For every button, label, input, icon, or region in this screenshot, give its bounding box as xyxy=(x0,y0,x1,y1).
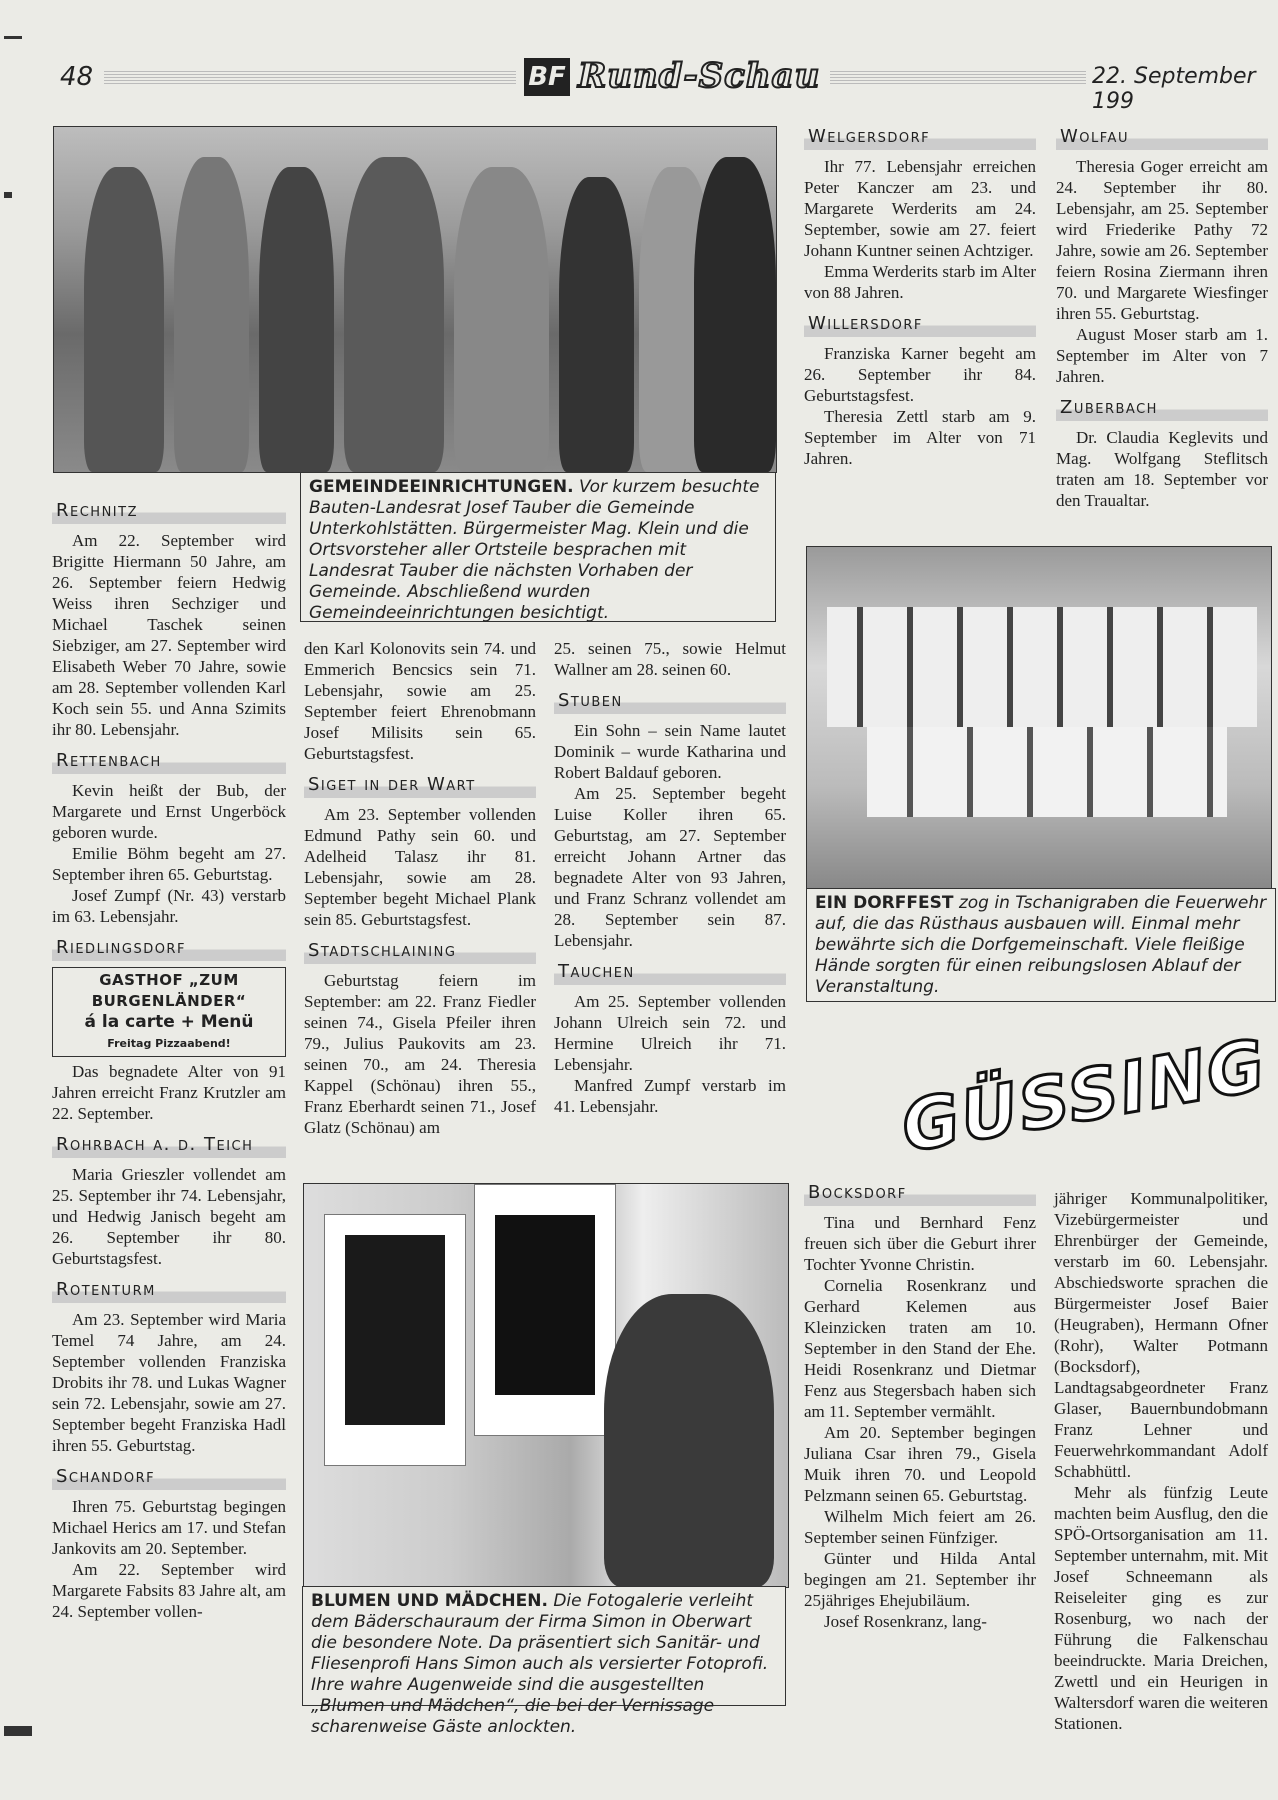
person-figure xyxy=(259,167,334,472)
scan-mark xyxy=(4,36,22,39)
column-4 xyxy=(804,124,1036,469)
column-6 xyxy=(804,1180,1036,1632)
section-heading: Zuberbach xyxy=(1056,395,1268,421)
caption-blumen-maedchen xyxy=(302,1586,786,1737)
advertisement-gasthof xyxy=(52,967,286,1057)
paragraph: Günter und Hilda Antal begingen am 21. September ihr 25jähriges Ehejubiläum. xyxy=(804,1549,1036,1610)
scan-mark xyxy=(4,1726,32,1736)
paragraph: Maria Grieszler vollendet am 25. September ihr 74. Lebensjahr, und Hedwig Janisch begeht am 26. September ihr 80. Geburtstagsfest. xyxy=(52,1165,286,1268)
paragraph: Theresia Zettl starb am 9. September im Alter von 71 Jahren. xyxy=(804,407,1036,468)
paragraph: Wilhelm Mich feiert am 26. September seinen Fünfziger. xyxy=(804,1507,1036,1547)
framed-picture xyxy=(474,1184,616,1436)
section-heading: Rettenbach xyxy=(52,748,286,774)
caption-text: Vor kurzem besuchte Bauten-Landesrat Josef Tauber die Gemeinde Unterkohlstätten. Bürgermeister Mag. Klein und die Ortsvorsteher aller Ortsteile besprachen mit Landesrat Tauber die nächsten Vorhaben der Gemeinde. Abschließend wurden Gemeindeeinrichtungen besichtigt. xyxy=(309,477,760,623)
section-heading: Wolfau xyxy=(1056,124,1268,150)
logo-bf: BF xyxy=(524,58,570,96)
paragraph: Am 22. September wird Brigitte Hiermann 50 Jahre, am 26. September feiern Hedwig Weiss ihren Sechziger und Michael Taschek seinen Siebziger, am 27. September wird Elisabeth Weber 70 Jahre, sowie am 28. September vollenden Karl Koch sein 55. und Anna Szimits ihr 80. Lebensjahr. xyxy=(52,531,286,739)
paragraph: Cornelia Rosenkranz und Gerhard Kelemen aus Kleinzicken traten am 10. September in den Stand der Ehe. Heidi Rosenkranz und Dietmar Fenz aus Stegersbach haben sich am 11. September vermählt. xyxy=(804,1276,1036,1421)
caption-gemeindeeinrichtungen xyxy=(300,472,776,622)
person-hans-simon xyxy=(604,1294,774,1587)
paragraph: den Karl Kolonovits sein 74. und Emmerich Bencsics sein 71. Lebensjahr, sowie am 25. September feiert Ehrenobmann Josef Milisits sein 65. Geburtstagsfest. xyxy=(304,639,536,763)
paragraph: Manfred Zumpf verstarb im 41. Lebensjahr. xyxy=(554,1076,786,1116)
paragraph: jähriger Kommunalpolitiker, Vizebürgermeister und Ehrenbürger der Gemeinde, verstarb im 60. Lebensjahr. Abschiedsworte sprachen die Bürgermeister Josef Baier (Heugraben), Hermann Ofner (Rohr), Walter Potmann (Bocksdorf), Landtagsabgeordneter Franz Glaser, Bauernbundobmann Franz Lehner und Feuerwehrkommandant Adolf Schabhüttl. xyxy=(1054,1189,1268,1481)
caption-bold: GEMEINDEEINRICHTUNGEN. xyxy=(309,477,574,497)
column-7 xyxy=(1054,1188,1268,1734)
paragraph: Mehr als fünfzig Leute machten beim Ausflug, den die SPÖ-Ortsorganisation am 11. September unternahm, mit. Mit Josef Schneemann als Reiseleiter ging es zur Rosenburg, wo nach der Führung die Falkenschau beeindruckte. Maria Dreichen, Zwettl und ein Heurigen in Waltersdorf waren die weiteren Stationen. xyxy=(1054,1483,1268,1733)
section-heading: Stadtschlaining xyxy=(304,938,536,964)
standing-row xyxy=(827,607,1257,727)
section-heading: Siget in der Wart xyxy=(304,772,536,798)
caption-text: Die Fotogalerie verleiht dem Bäderschauraum der Firma Simon in Oberwart die besondere Note. Da präsentiert sich Sanitär- und Fliesenprofi Hans Simon auch als versierter Fotoprofi. Ihre wahre Augenweide sind die ausgestellten „Blumen und Mädchen“, die bei der Vernissage scharenweise Gäste anlockten. xyxy=(311,1591,769,1737)
column-2 xyxy=(304,638,536,1138)
caption-dorffest xyxy=(806,888,1276,1002)
kneeling-row xyxy=(867,727,1227,817)
paragraph: Emma Werderits starb im Alter von 88 Jahren. xyxy=(804,262,1036,302)
picture-flowers xyxy=(345,1235,445,1425)
issue-date: 22. September 199 xyxy=(1092,64,1256,114)
paragraph: Josef Zumpf (Nr. 43) verstarb im 63. Lebensjahr. xyxy=(52,886,286,926)
person-figure xyxy=(559,177,634,472)
ad-line: GASTHOF „ZUM BURGENLÄNDER“ xyxy=(91,971,247,1010)
framed-picture xyxy=(324,1214,466,1466)
person-figure xyxy=(454,167,549,472)
page-number: 48 xyxy=(60,62,94,92)
paragraph: Franziska Karner begeht am 26. September ihr 84. Geburtstagsfest. xyxy=(804,344,1036,405)
paragraph: Am 20. September begingen Juliana Csar ihren 79., Gisela Muik ihren 70. und Leopold Pelzmann seinen 65. Geburtstag. xyxy=(804,1423,1036,1505)
paragraph: Dr. Claudia Keglevits und Mag. Wolfgang Steflitsch traten am 18. September vor den Traualtar. xyxy=(1056,428,1268,510)
paragraph: Emilie Böhm begeht am 27. September ihren 65. Geburtstag. xyxy=(52,844,286,884)
photo-dorffest xyxy=(806,546,1272,890)
paragraph: Am 25. September vollenden Johann Ulreich sein 72. und Hermine Ulreich ihr 71. Lebensjahr. xyxy=(554,992,786,1074)
person-figure xyxy=(174,157,249,472)
column-3 xyxy=(554,638,786,1117)
picture-figure xyxy=(495,1215,595,1395)
scan-mark xyxy=(4,192,12,198)
section-title-guessing: GÜSSING xyxy=(895,1023,1274,1169)
paragraph: Tina und Bernhard Fenz freuen sich über die Geburt ihrer Tochter Yvonne Christin. xyxy=(804,1213,1036,1274)
section-heading: Rechnitz xyxy=(52,498,286,524)
section-heading: Riedlingsdorf xyxy=(52,935,286,961)
paragraph: 25. seinen 75., sowie Helmut Wallner am 28. seinen 60. xyxy=(554,639,786,679)
header-rule-right xyxy=(830,70,1086,84)
paragraph: Am 23. September wird Maria Temel 74 Jahre, am 24. September vollenden Franziska Drobits ihr 78. und Lukas Wagner sein 72. Lebensjahr, sowie am 27. September begeht Franziska Hadl ihren 55. Geburtstag. xyxy=(52,1310,286,1455)
paragraph: Am 22. September wird Margarete Fabsits 83 Jahre alt, am 24. September vollen- xyxy=(52,1560,286,1621)
paragraph: Josef Rosenkranz, lang- xyxy=(824,1612,987,1631)
logo-rundschau: Rund-Schau xyxy=(578,56,821,96)
paragraph: Kevin heißt der Bub, der Margarete und Ernst Ungerböck geboren wurde. xyxy=(52,781,286,842)
person-figure xyxy=(694,157,776,472)
person-figure xyxy=(344,157,444,472)
section-heading: Welgersdorf xyxy=(804,124,1036,150)
photo-gallery xyxy=(303,1183,789,1588)
section-heading: Rohrbach a. d. Teich xyxy=(52,1132,286,1158)
caption-text: zog in Tschanigraben die Feuerwehr auf, die das Rüsthaus ausbauen will. Einmal mehr bewährte sich die Dorfgemeinschaft. Viele fleißige Hände sorgten für einen reibungslosen Ablauf der Veranstaltung. xyxy=(815,893,1267,997)
column-1 xyxy=(52,490,286,1622)
paragraph: Ein Sohn – sein Name lautet Dominik – wurde Katharina und Robert Baldauf geboren. xyxy=(554,721,786,782)
section-heading: Stuben xyxy=(554,688,786,714)
person-figure xyxy=(84,167,164,472)
photo-group-men xyxy=(53,126,777,473)
paragraph: Geburtstag feiern im September: am 22. Franz Fiedler seinen 74., Gisela Pfeiler ihren 79., Julius Paukovits am 23. seinen 70., am 24. Theresia Kappel (Schönau) ihren 55., Franz Eberhardt seinen 71., Josef Glatz (Schönau) am xyxy=(304,971,536,1137)
paragraph: Am 25. September begeht Luise Koller ihren 65. Geburtstag, am 27. September erreicht Johann Artner das begnadete Alter von 93 Jahren, und Franz Schranz vollendet am 28. September sein 87. Lebensjahr. xyxy=(554,784,786,950)
section-heading: Rotenturm xyxy=(52,1277,286,1303)
paragraph: Ihren 75. Geburtstag begingen Michael Herics am 17. und Stefan Jankovits am 20. September. xyxy=(52,1497,286,1558)
section-heading: Bocksdorf xyxy=(804,1180,1036,1206)
header-rule-left xyxy=(104,70,516,84)
caption-bold: BLUMEN UND MÄDCHEN. xyxy=(311,1591,548,1611)
section-heading: Tauchen xyxy=(554,959,786,985)
section-heading: Schandorf xyxy=(52,1464,286,1490)
ad-line: á la carte + Menü xyxy=(84,1012,254,1032)
column-5 xyxy=(1056,124,1268,511)
paragraph: Am 23. September vollenden Edmund Pathy sein 60. und Adelheid Talasz ihr 81. Lebensjahr, sowie am 28. September begeht Michael Plank sein 85. Geburtstagsfest. xyxy=(304,805,536,929)
section-heading: Willersdorf xyxy=(804,311,1036,337)
paragraph: Theresia Goger erreicht am 24. September ihr 80. Lebensjahr, am 25. September wird Friederike Pathy 72 Jahre, sowie am 26. September feiern Rosina Ziermann ihren 70. und Margarete Wiesfinger ihren 55. Geburtstag. xyxy=(1056,157,1268,323)
caption-bold: EIN DORFFEST xyxy=(815,893,954,913)
paragraph: Ihr 77. Lebensjahr erreichen Peter Kanczer am 23. und Margarete Werderits am 24. September, sowie am 27. feiert Johann Kuntner seinen Achtziger. xyxy=(804,157,1036,260)
paragraph: August Moser starb am 1. September im Alter von 7 Jahren. xyxy=(1056,325,1268,386)
paragraph: Das begnadete Alter von 91 Jahren erreicht Franz Krutzler am 22. September. xyxy=(52,1062,286,1123)
ad-line: Freitag Pizzaabend! xyxy=(107,1037,231,1050)
masthead-logo xyxy=(524,56,824,100)
